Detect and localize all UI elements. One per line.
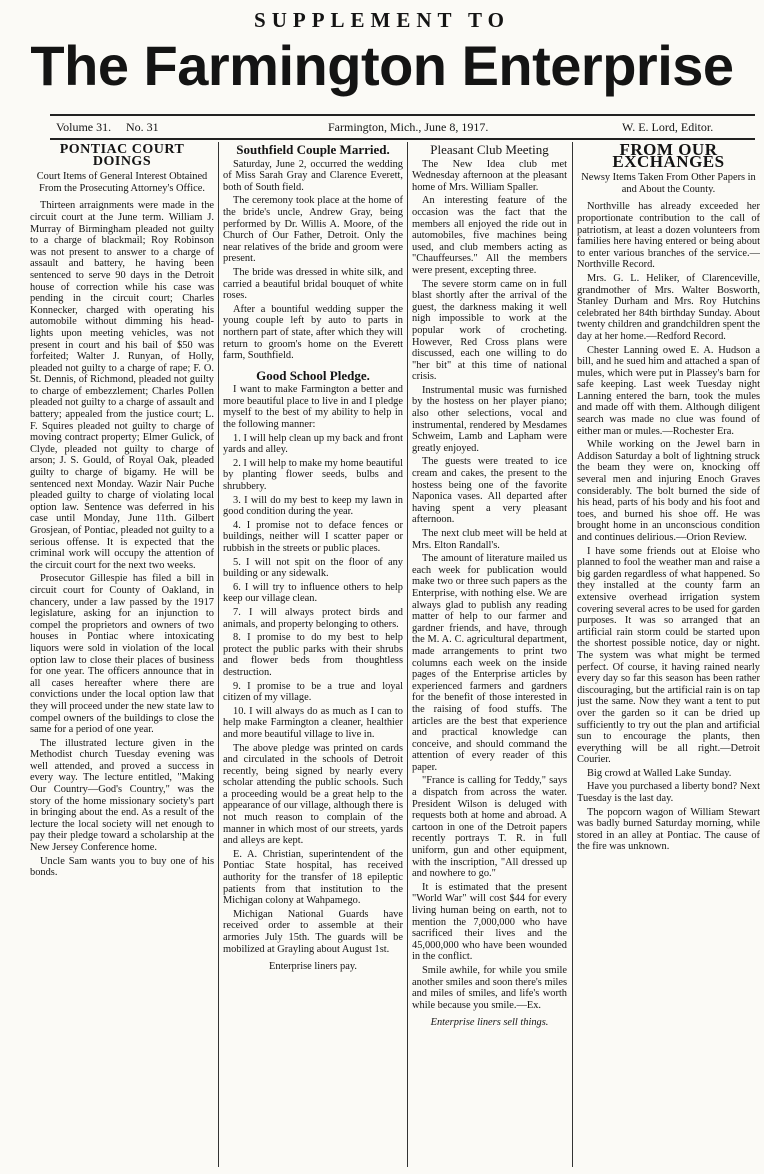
pledge-item: 2. I will help to make my home beautiful by planting flower seeds, bulbs and shrubbery. xyxy=(223,457,403,493)
article-subhead: Court Items of General Interest Obtained From the Prosecuting Attorney's Office. xyxy=(36,171,208,194)
paragraph: The amount of literature mailed us each week for publication would make two or three such papers as the Enterprise, with nothing else. We are always glad to publish any reading matter of help to our farmer and gardner friends, and have, through the M. A. C. agricultural department, made arrangements to print two columns each week on the inside pages of the Enterprise articles by experienced farmers and gardners for the benefit of those interested in the raising of food stuffs. The articles are the best that experience and practical knowledge can conceive, and should command the attention of every reader of this paper. xyxy=(412,553,567,773)
column-3 xyxy=(412,142,567,1167)
column-1 xyxy=(30,142,214,1167)
paragraph: The popcorn wagon of William Stewart was badly burned Saturday morning, while stored in an alley at Pontiac. The cause of the fire was unknown. xyxy=(577,806,760,853)
paragraph: The New Idea club met Wednesday afternoon at the pleasant home of Mrs. William Spaller. xyxy=(412,158,567,193)
pledge-item: 1. I will help clean up my back and front yards and alley. xyxy=(223,432,403,456)
newspaper-title: The Farmington Enterprise xyxy=(30,34,734,97)
paragraph: Smile awhile, for while you smile another smiles and soon there's miles and miles of smiles, and life's worth while because you smile.—Ex. xyxy=(412,964,567,1011)
paragraph: Mrs. G. L. Heliker, of Clarenceville, grandmother of Mrs. Walter Bosworth, Stanley Durham and Mrs. Roy Hutchins celebrated her 84th birthday Sunday. About twenty children and grandchildren spent the day at her home.—Redford Record. xyxy=(577,272,760,342)
paragraph: I have some friends out at Eloise who planned to fool the weather man and raise a big garden regardless of what happened. So they installed at the county farm an extensive overhead irrigation system covering several acres to be used for garden purposes. It was so arranged that an artificial rain storm could be started upon the shortest possible notice, day or night. The system was what might be termed perfect. Of course, it having rained nearly every day so far this season has been rather discouraging, but the artificial rain is on tap just the same. Now they want a tent to put over the garden so it can be dried up sufficiently to try out the plan and artificial sun to encourage the plants, then everything will be all right.—Detroit Courier. xyxy=(577,545,760,766)
article-subhead: Newsy Items Taken From Other Papers in and About the County. xyxy=(581,172,756,195)
paragraph: E. A. Christian, superintendent of the Pontiac State hospital, has received authority for the transfer of 18 epileptic patients from that institution to the Michigan colony at Wahpamego. xyxy=(223,848,403,907)
pledge-item: 9. I promise to be a true and loyal citizen of my village. xyxy=(223,680,403,704)
filler-line: Enterprise liners pay. xyxy=(269,961,357,973)
article-heading: FROM OUR EXCHANGES xyxy=(612,142,725,171)
column-2 xyxy=(223,142,403,1167)
paragraph: Instrumental music was furnished by the hostess on her player piano; also other selections, vocal and instrumental, rendered by Mesdames Schweim, Lamb and Lapham were greatly enjoyed. xyxy=(412,384,567,454)
column-4 xyxy=(577,142,760,1167)
paragraph: Saturday, June 2, occurred the wedding of Miss Sarah Gray and Clarence Everett, both of South field. xyxy=(223,158,403,193)
paragraph: Chester Lanning owed E. A. Hudson a bill, and he sued him and attached a span of mules, which were put in Plassey's barn for safe keeping. Last week Tuesday night Lanning entered the barn, took the mules and made off with them. Although diligent search was made no clue was found of either man or mules.—Rochester Era. xyxy=(577,344,760,437)
paragraph: The guests were treated to ice cream and cakes, the present to the hostess being one of the favorite Naponica vases. All departed after having spent a very pleasant afternoon. xyxy=(412,456,567,526)
paragraph: It is estimated that the present "World War" will cost $44 for every living human being on earth, not to mention the 7,000,000 who have sacrificed their lives and the 45,000,000 who have been wounded in the conflict. xyxy=(412,881,567,963)
pledge-item: 4. I promise not to deface fences or buildings, neither will I scatter paper or rubbish in the streets or public places. xyxy=(223,519,403,554)
filler-line: Enterprise liners sell things. xyxy=(430,1017,549,1029)
article-columns xyxy=(30,142,762,1167)
paragraph: Have you purchased a liberty bond? Next Tuesday is the last day. xyxy=(577,781,760,805)
editor-credit: W. E. Lord, Editor. xyxy=(622,120,714,134)
paragraph: The bride was dressed in white silk, and carried a beautiful bridal bouquet of white roses. xyxy=(223,266,403,302)
paragraph: Prosecutor Gillespie has filed a bill in circuit court for County of Oakland, in chancery, under a law passed by the 1917 legislature, asking for an injunction to compel the proprietors and owners of two houses in Pontiac where intoxicating liquors were sold in violation of the local option law to close their places of business for one year. The officers announce that in all cases hereafter where there are convictions under the local option law that they will proceed under the new state law to compel owners of the buildings to close the same for a period of one year. xyxy=(30,573,214,736)
article-heading: Good School Pledge. xyxy=(256,367,370,383)
pledge-item: 7. I will always protect birds and animals, and property belonging to others. xyxy=(223,606,403,630)
paragraph: The severe storm came on in full blast shortly after the arrival of the guest, the darkness making it well nigh impossible to work at the popular work of crocheting. However, Red Cross plans were discussed, each one willing to do "her bit" at this time of national crisis. xyxy=(412,278,567,383)
pledge-item: 6. I will try to influence others to help keep our village clean. xyxy=(223,581,403,605)
paragraph: Big crowd at Walled Lake Sunday. xyxy=(587,767,732,779)
article-heading: Southfield Couple Married. xyxy=(236,142,390,157)
paragraph: After a bountiful wedding supper the young couple left by auto to parts in northern part of state, after which they will return to groom's home on the Everett farm, Southfield. xyxy=(223,303,403,362)
pledge-item: 8. I promise to do my best to help protect the public parks with their shrubs and flower beds from thoughtless destruction. xyxy=(223,632,403,678)
paragraph: "France is calling for Teddy," says a dispatch from across the water. President Wilson is deluged with requests both at home and abroad. A cartoon in one of the Detroit papers recently portrays T. R. in full uniform, gun and other equipment, with the inscription, "All dressed up and nowhere to go." xyxy=(412,775,567,880)
paragraph: The ceremony took place at the home of the bride's uncle, Andrew Gray, being performed by Dr. Willis A. Moore, of the Church of Our Father, Detroit. Only the near relatives of the bride and groom were present. xyxy=(223,195,403,265)
paragraph: Thirteen arraignments were made in the circuit court at the June term. William J. Murray of Birmingham pleaded not guilty to a charge of blackmail; Roy Robinson was not present to answer to a charge of assault and battery, he having been sentenced to serve 90 days in the Detroit house of correction while his case was pending in the circuit court; Charles Konnecker, charged with operating his automobile without dimming his head-lights upon meeting vehicles, was not present in court and his bail of $50 was forfeited; Walter J. Runyan, of Holly, pleaded not guilty to a charge of rape; F. O. St. Dennis, of Richmond, pleaded not guilty to charge of embezzlement; Charles Pollen pleaded not guilty to a charge of assault and battery; appealed from the justice court; L. F. Squires pleaded not guilty to charge of moving contract property; Elmer Gulick, of Clyde, pleaded not guilty to charge of arson; J. S. Gould, of Royal Oak, pleaded guilty to charge of bigamy. He will be sentenced next Monday. Wazir Nair Puche pleaded guilty to charge of violating local option law. Sentence was deferred in his case until Monday, June 11th. Gilbert Grosjean, of Pontiac, pleaded not guilty to a serious offense. It is expected that the criminal work will occupy the attention of the circuit court for the next two weeks. xyxy=(30,200,214,571)
pledge-item: 3. I will do my best to keep my lawn in good condition during the year. xyxy=(223,494,403,518)
dateline: Farmington, Mich., June 8, 1917. xyxy=(328,120,489,134)
issue-number: No. 31 xyxy=(126,120,159,134)
paragraph: The above pledge was printed on cards and circulated in the schools of Detroit recently, being signed by nearly every scholar attending the public schools. Such a proceeding would be a great help to the appearance of our village, although there is not much reason to complain of the manner in which most of our streets, yards and alleys are kept. xyxy=(223,742,403,847)
paragraph: I want to make Farmington a better and more beautiful place to live in and I pledge myself to the best of my ability to help in the following manner: xyxy=(223,384,403,431)
paragraph: An interesting feature of the occasion was the fact that the members all enjoyed the ride out in automobiles, five machines being used, and club members acting as "Chauffeurses." All the members were present, excepting three. xyxy=(412,195,567,276)
article-heading: Pleasant Club Meeting xyxy=(430,142,549,157)
volume-label: Volume 31. xyxy=(56,120,112,134)
paragraph: Northville has already exceeded her proportionate contribution to the call of patriotism, at least a dozen volunteers from families here having entered or being about to enter various branches of the service.—Northville Record. xyxy=(577,201,760,271)
paragraph: While working on the Jewel barn in Addison Saturday a bolt of lightning struck the beam they were on, knocking off several men and injuring Enoch Graves considerably. The bolt burned the side of his head, parts of his body and his foot and toes, and burned his shoe off. He was brought home in an unconscious condition and continues delirious.—Orion Review. xyxy=(577,439,760,543)
paragraph: Michigan National Guards have received order to assemble at their armories July 15th. The guards will be mobilized at Grayling about August 1st. xyxy=(223,908,403,955)
paragraph: The next club meet will be held at Mrs. Elton Randall's. xyxy=(412,528,567,551)
paragraph: The illustrated lecture given in the Methodist church Tuesday evening was well attended, and proved a success in every way. The lecture entitled, "Making Our Country—God's Country," was the story of the home missionary society's part in bringing about the end. As a result of the lecture the local society will net enough to pay their pledge toward a scholarship at the New Jersey Conference home. xyxy=(30,737,214,854)
supplement-label: SUPPLEMENT TO xyxy=(254,8,510,32)
article-heading: PONTIAC COURT DOINGS xyxy=(59,142,185,169)
masthead-rule-bottom xyxy=(50,138,755,140)
paragraph: Uncle Sam wants you to buy one of his bonds. xyxy=(30,855,214,879)
masthead-rule-top xyxy=(50,114,755,116)
pledge-item: 10. I will always do as much as I can to help make Farmington a cleaner, healthier and more beautiful village to live in. xyxy=(223,705,403,740)
pledge-item: 5. I will not spit on the floor of any building or any sidewalk. xyxy=(223,556,403,580)
